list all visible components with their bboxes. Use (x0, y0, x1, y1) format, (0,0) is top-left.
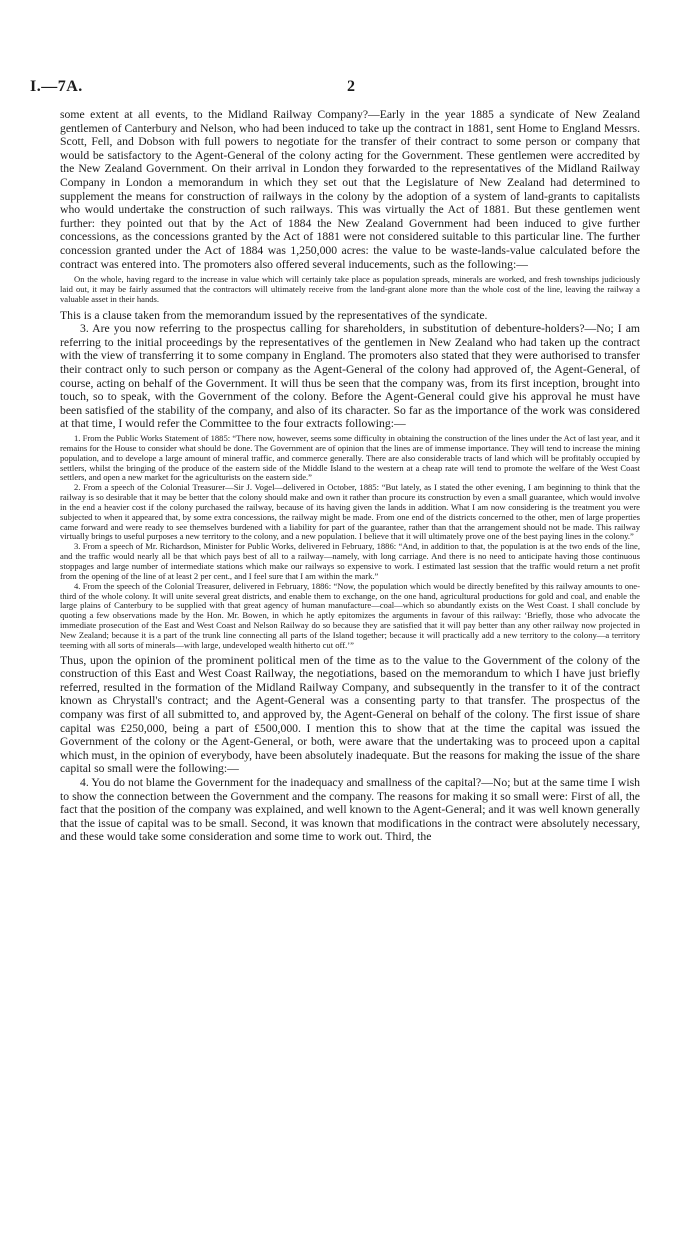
page-number: 2 (347, 78, 355, 95)
extract-2: 2. From a speech of the Colonial Treasurer—Sir J. Vogel—delivered in October, 1885: “But lately, as I stated the other evening, I am beginning to think that the railway is so desirable that it may be better that the colony should make and own it rather than procure its construction by even a small guarantee, which would involve in the end a heavier cost if the colony purchased the railway, because of its having given the lands in addition. What I am now considering is the treatment you were subjected to when it appeared that, by some extra concessions, the railway might be made. From one end of the districts concerned to the other, men of large properties came forward and were ready to see themselves burdened with a liability for part of the guarantee, rather than that the arrangement should not be made. This railway virtually brings to useful purposes a new territory to the colony, and a new population. I believe that it will ultimately prove one of the best paying lines in the colony.” (60, 482, 640, 542)
paragraph-answer-2: some extent at all events, to the Midland Railway Company?—Early in the year 1885 a syndicate of New Zealand gentlemen of Canterbury and Nelson, who had been induced to take up the contract in 1881, sent Home to England Messrs. Scott, Fell, and Dobson with full powers to negotiate for the transfer of their contract to some person or company that would be satisfactory to the Agent-General of the colony acting for the Government. These gentlemen were accredited by the New Zealand Government. On their arrival in London they forwarded to the representatives of the Midland Railway Company in London a memorandum in which they set out that the Legislature of New Zealand had determined to supplement the means for construction of railways in the colony by the adoption of a system of land-grants to capitalists who would undertake the construction of such railways. This was virtually the Act of 1881. But these gentlemen went further: they pointed out that by the Act of 1884 the New Zealand Government had been induced to give further concessions, as the concessions granted by the Act of 1881 were not considered suitable to this particular line. The further concession granted under the Act of 1884 was 1,250,000 acres: the value to be waste-lands-value calculated before the contract was entered into. The promoters also offered several inducements, such as the following:— (60, 108, 640, 271)
page-header (30, 78, 670, 98)
extracts-block (60, 434, 640, 651)
document-body (60, 108, 640, 844)
extract-1: 1. From the Public Works Statement of 1885: “There now, however, seems some difficulty in obtaining the construction of the lines under the Act of last year, and it remains for the House to consider what should be done. The Government are of opinion that the lines are of immense importance. They will tend to increase the mining population, and to develope a large amount of mineral traffic, and commerce generally. There are also considerable tracts of land which will be profitably occupied by settlers, whilst the bringing of the produce of the eastern side of the Middle Island to the western at a cheap rate will tend to promote the welfare of the West Coast settlers, and open a new market for the agriculturists on the eastern side.” (60, 433, 640, 483)
paragraph-question-4: 4. You do not blame the Government for the inadequacy and smallness of the capital?—No; but at the same time I wish to show the connection between the Government and the company. The reasons for making it so small were: First of all, the fact that the position of the company was explained, and well known to the Agent-General; and it was well known generally that the issue of capital was to be small. Second, it was known that modifications in the contract were absolutely necessary, and these would take some consideration and some time to work out. Third, the (60, 775, 640, 844)
memorandum-quote: On the whole, having regard to the increase in value which will certainly take place as population spreads, minerals are worked, and fresh townships judiciously laid out, it may be fairly assumed that the contractors will ultimately receive from the land-grant alone more than the whole cost of the line, leaving the railway a valuable asset in their hands. (60, 274, 640, 304)
paper-reference: I.—7A. (30, 78, 83, 95)
paragraph-clause-note: This is a clause taken from the memorandum issued by the representatives of the syndicate. (60, 308, 488, 322)
extract-4: 4. From the speech of the Colonial Treasurer, delivered in February, 1886: “Now, the population which would be directly benefited by this railway amounts to one-third of the whole colony. It will unite several great districts, and enable them to exchange, on the one hand, agricultural productions for gold and coal, and enable the large plains of Canterbury to be supplied with that great agency of human manufacture—coal—which so abundantly exists on the West Coast. I shall conclude by quoting a few observations made by the Hon. Mr. Bowen, in which he aptly epitomizes the arguments in favour of this railway: ‘Briefly, those who advocate the immediate prosecution of the East and West Coast and Nelson Railway do so because they are satisfied that it will pay better than any other railway now projected in New Zealand; because it is a part of the trunk line connecting all parts of the Island together; because it will practically add a new territory to the colony—a territory teeming with all sorts of minerals—with large, undeveloped wealth hitherto cut off.’” (60, 580, 640, 650)
paragraph-conclusion: Thus, upon the opinion of the prominent political men of the time as to the value to the Government of the colony of the construction of this East and West Coast Railway, the negotiations, based on the memorandum to which I have just briefly referred, resulted in the formation of the Midland Railway Company, and subsequently in the transfer to it of the contract known as Chrystall's contract; and the Agent-General was a consenting party to that transfer. The prospectus of the company was first of all submitted to, and approved by, the Agent-General on behalf of the colony. The first issue of share capital was £250,000, being a part of £500,000. I mention this to show that at the time the capital was issued the Government of the colony or the Agent-General, or both, were aware that the undertaking was to proceed upon a capital which must, in the opinion of everybody, have been absolutely inadequate. But the reasons for making the issue of the share capital so small were the following:— (60, 653, 640, 776)
paragraph-question-3: 3. Are you now referring to the prospectus calling for shareholders, in substitution of debenture-holders?—No; I am referring to the initial proceedings by the representatives of the gentlemen in New Zealand who had taken up the contract with the view of transferring it to some company in England. The promoters also stated that they were authorised to transfer their contract only to such person or company as the Agent-General of the colony had approved of, the Agent-General, of course, acting on behalf of the Government. It will thus be seen that the company was, from its first inception, brought into touch, so to speak, with the Government of the colony. Before the Agent-General could give his approval he must have been satisfied of the stability of the company, and also of its character. So far as the importance of the work was considered at that time, I would refer the Committee to the four extracts following:— (60, 322, 640, 431)
extract-3: 3. From a speech of Mr. Richardson, Minister for Public Works, delivered in February, 1886: “And, in addition to that, the population is at the two ends of the line, and the traffic would nearly all be that which pays best of all to a railway—namely, with long carriage. And there is no need to anticipate having those continuous stoppages and large number of intermediate stations which make our railways so expensive to work. I estimated last session that the traffic would return a net profit from the opening of the line of at least 2 per cent., and I feel sure that I am within the mark.” (60, 541, 640, 581)
